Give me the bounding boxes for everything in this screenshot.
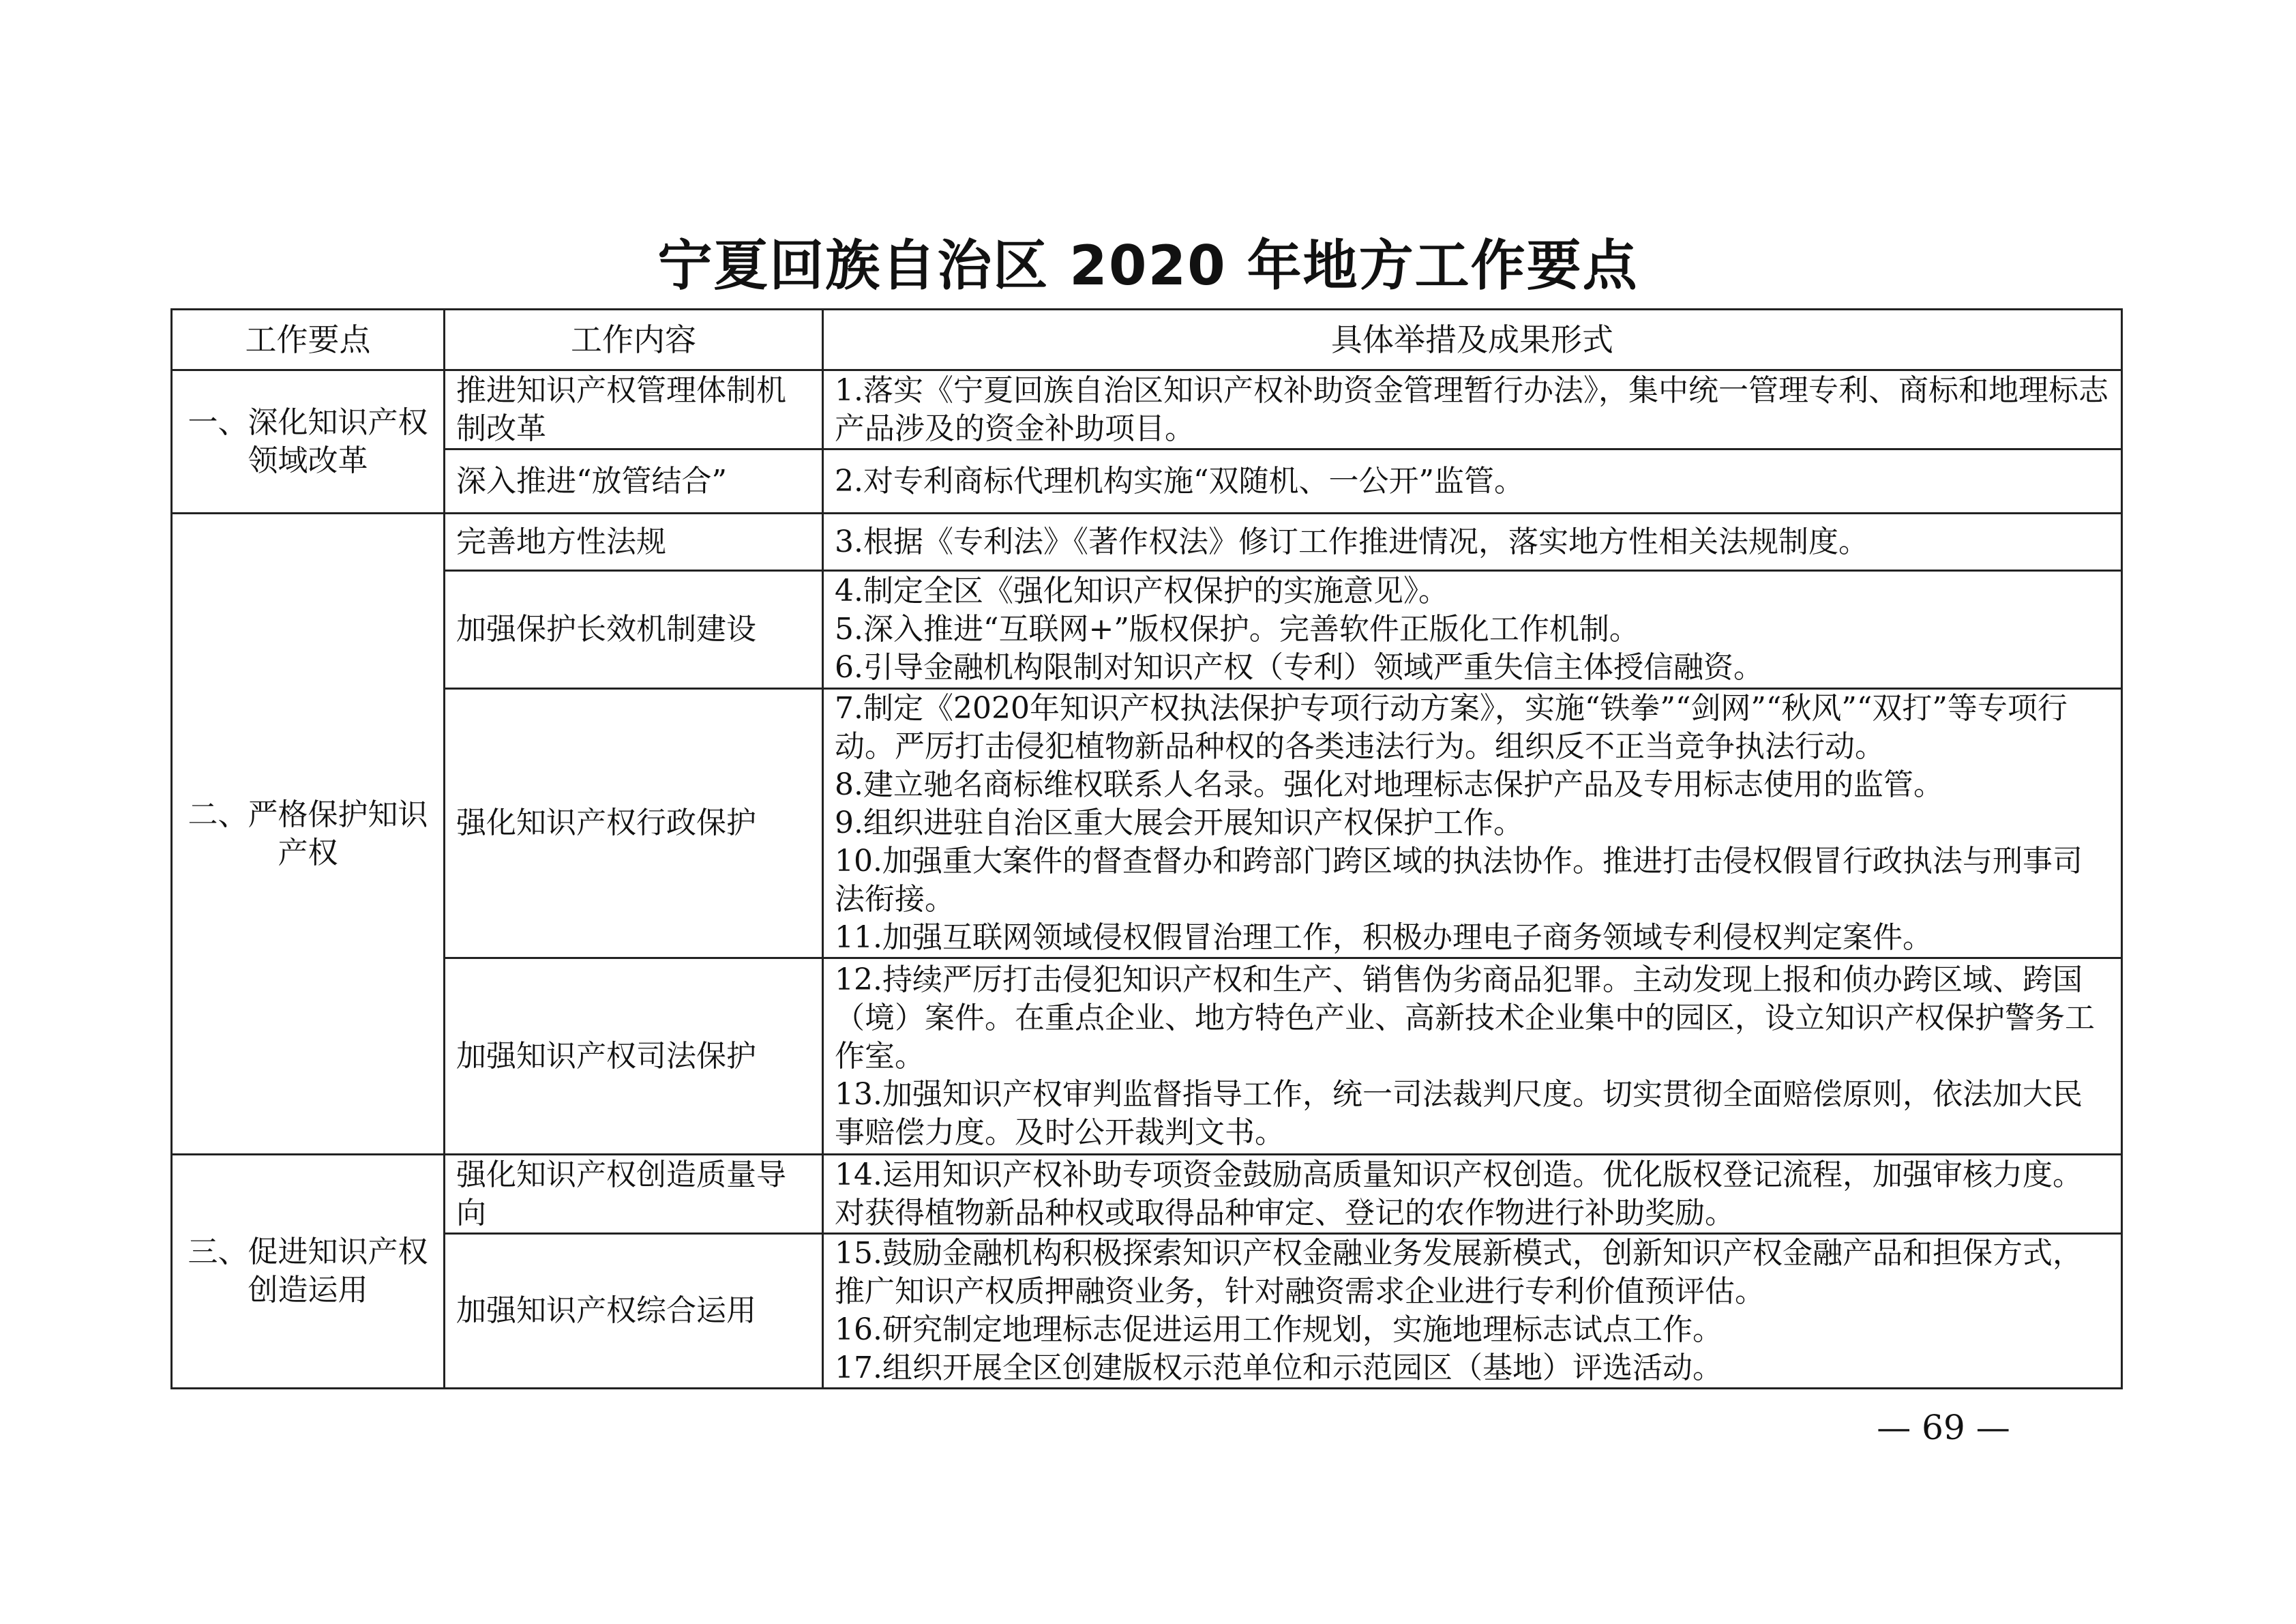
measure-item: 5.深入推进“互联网+”版权保护。完善软件正版化工作机制。 [835, 612, 1639, 647]
measures-cell [823, 514, 2122, 571]
measure-item: 4.制定全区《强化知识产权保护的实施意见》。 [835, 574, 1448, 608]
table-row [172, 571, 2122, 689]
content-cell: 加强知识产权综合运用 [445, 1234, 823, 1389]
content-cell: 推进知识产权管理体制机制改革 [445, 370, 823, 449]
measure-item: 6.引导金融机构限制对知识产权（专利）领域严重失信主体授信融资。 [835, 650, 1763, 685]
measure-item: 3.根据《专利法》《著作权法》修订工作推进情况，落实地方性相关法规制度。 [835, 524, 1868, 559]
measure-item: 13.加强知识产权审判监督指导工作，统一司法裁判尺度。切实贯彻全面赔偿原则，依法加大民事赔偿力度。及时公开裁判文书。 [835, 1076, 2083, 1150]
table-header-row [172, 310, 2122, 370]
table-row [172, 370, 2122, 449]
document-title: 宁夏回族自治区 2020 年地方工作要点 [657, 234, 1639, 297]
measure-item: 2.对专利商标代理机构实施“双随机、一公开”监管。 [835, 463, 1524, 499]
measure-item: 14.运用知识产权补助专项资金鼓励高质量知识产权创造。优化版权登记流程，加强审核力度。对获得植物新品种权或取得品种审定、登记的农作物进行补助奖励。 [835, 1157, 2083, 1230]
measure-item: 11.加强互联网领域侵权假冒治理工作，积极办理电子商务领域专利侵权判定案件。 [835, 920, 1933, 955]
category-cell: 二、严格保护知识产权 [172, 514, 445, 1155]
measure-item: 12.持续严厉打击侵犯知识产权和生产、销售伪劣商品犯罪。主动发现上报和侦办跨区域、跨国（境）案件。在重点企业、地方特色产业、高新技术企业集中的园区，设立知识产权保护警务工作室。 [835, 962, 2095, 1074]
measure-item: 17.组织开展全区创建版权示范单位和示范园区（基地）评选活动。 [835, 1350, 1723, 1385]
measures-cell [823, 958, 2122, 1155]
measures-cell [823, 571, 2122, 689]
measures-cell [823, 1155, 2122, 1234]
table-row [172, 1155, 2122, 1234]
measures-cell [823, 449, 2122, 514]
content-cell: 强化知识产权创造质量导向 [445, 1155, 823, 1234]
table-row [172, 689, 2122, 958]
content-cell: 强化知识产权行政保护 [445, 689, 823, 958]
measure-item: 9.组织进驻自治区重大展会开展知识产权保护工作。 [835, 806, 1523, 840]
measure-item: 8.建立驰名商标维权联系人名录。强化对地理标志保护产品及专用标志使用的监管。 [835, 767, 1943, 802]
table-row [172, 449, 2122, 514]
measure-item: 1.落实《宁夏回族自治区知识产权补助资金管理暂行办法》，集中统一管理专利、商标和地理标志产品涉及的资金补助项目。 [835, 372, 2108, 446]
work-points-table [170, 308, 2123, 1389]
measure-item: 15.鼓励金融机构积极探索知识产权金融业务发展新模式，创新知识产权金融产品和担保方式，推广知识产权质押融资业务，针对融资需求企业进行专利价值预评估。 [835, 1236, 2083, 1309]
header-measures: 具体举措及成果形式 [823, 310, 2122, 370]
measure-item: 16.研究制定地理标志促进运用工作规划，实施地理标志试点工作。 [835, 1312, 1723, 1347]
measure-item: 7.制定《2020年知识产权执法保护专项行动方案》，实施“铁拳”“剑网”“秋风”“双打”等专项行动。严厉打击侵犯植物新品种权的各类违法行为。组织反不正当竞争执法行动。 [835, 691, 2068, 764]
measure-item: 10.加强重大案件的督查督办和跨部门跨区域的执法协作。推进打击侵权假冒行政执法与刑事司法衔接。 [835, 844, 2083, 917]
content-cell: 加强知识产权司法保护 [445, 958, 823, 1155]
measures-cell [823, 370, 2122, 449]
measures-cell [823, 689, 2122, 958]
table-row [172, 1234, 2122, 1389]
table-row [172, 514, 2122, 571]
content-cell: 加强保护长效机制建设 [445, 571, 823, 689]
header-work-point: 工作要点 [172, 310, 445, 370]
table-row [172, 958, 2122, 1155]
measures-cell [823, 1234, 2122, 1389]
content-cell: 深入推进“放管结合” [445, 449, 823, 514]
category-cell: 三、促进知识产权创造运用 [172, 1155, 445, 1389]
content-cell: 完善地方性法规 [445, 514, 823, 571]
header-work-content: 工作内容 [445, 310, 823, 370]
page-number: — 69 — [1877, 1408, 2010, 1447]
category-cell: 一、深化知识产权领域改革 [172, 370, 445, 514]
